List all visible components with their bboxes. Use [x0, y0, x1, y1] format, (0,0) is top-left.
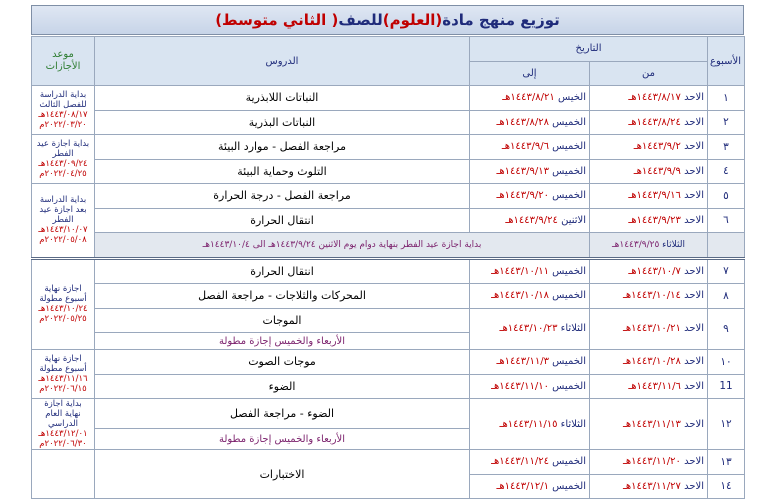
lesson: الضوء: [95, 374, 470, 399]
from-date: الاحد ١٤٤٣/١١/٦هـ: [590, 374, 708, 399]
table-row: [32, 258, 745, 284]
lesson-note: الأربعاء والخميس إجازة مطولة: [95, 429, 470, 450]
lesson: التلوث وحماية البيئة: [95, 159, 470, 184]
title-subject: (العلوم): [382, 11, 443, 29]
table-row: [32, 374, 745, 399]
week-number: ١٠: [708, 350, 745, 375]
to-date: الثلاثاء ١٤٤٣/١٠/٢٣هـ: [470, 308, 590, 350]
to-date: الخميس ١٤٤٣/١٢/١هـ: [470, 474, 590, 499]
week-number: ٢: [708, 110, 745, 135]
to-date: الثلاثاء ١٤٤٣/١١/١٥هـ: [470, 399, 590, 450]
from-date: الاحد ١٤٤٣/١٠/٧هـ: [590, 258, 708, 284]
table-row: [32, 308, 745, 333]
from-date: الاحد ١٤٤٣/٨/٢٤هـ: [590, 110, 708, 135]
from-date: الاحد ١٤٤٣/٩/١٦هـ: [590, 184, 708, 209]
week-number: ١٢: [708, 399, 745, 450]
table-row: [32, 399, 745, 429]
lesson: موجات الصوت: [95, 350, 470, 375]
vacation-note: بداية اجازة نهاية العام الدراسي ١٤٤٣/١٢/٠١هـ ٢٠٢٢/٠٦/٣٠م: [32, 399, 95, 450]
lesson: انتقال الحرارة: [95, 208, 470, 233]
from-date: الاحد ١٤٤٣/١٠/٢٨هـ: [590, 350, 708, 375]
week-number: ١٤: [708, 474, 745, 499]
lesson: الضوء - مراجعة الفصل: [95, 399, 470, 429]
title-grade: ( الثاني متوسط): [215, 11, 339, 29]
from-date: الاحد ١٤٤٣/٨/١٧هـ: [590, 86, 708, 111]
from-date: الاحد ١٤٤٣/٩/٢هـ: [590, 135, 708, 160]
lesson: انتقال الحرارة: [95, 258, 470, 284]
header-lessons: الدروس: [95, 37, 470, 86]
week-number: ١٣: [708, 450, 745, 475]
header-week: الأسبوع: [708, 37, 745, 86]
week-number: ٤: [708, 159, 745, 184]
from-date: الاحد ١٤٤٣/١٠/٢١هـ: [590, 308, 708, 350]
lesson: النباتات اللابذرية: [95, 86, 470, 111]
vacation-note: بداية الدراسة بعد اجازة عيد الفطر ١٤٤٣/١٠/٠٧هـ ٢٠٢٢/٠٥/٠٨م: [32, 184, 95, 259]
week-number: ٩: [708, 308, 745, 350]
header-date: التاريخ: [470, 37, 708, 62]
lesson: مراجعة الفصل - موارد البيئة: [95, 135, 470, 160]
table-row: [32, 350, 745, 375]
week-number: ٣: [708, 135, 745, 160]
to-date: الخيس ١٤٤٣/٨/٢١هـ: [470, 86, 590, 111]
to-date: الخميس ١٤٤٣/٩/١٣هـ: [470, 159, 590, 184]
lesson: الموجات: [95, 308, 470, 333]
to-date: الخميس ١٤٤٣/٩/٦هـ: [470, 135, 590, 160]
lesson-note: الأربعاء والخميس إجازة مطولة: [95, 333, 470, 350]
to-date: الخميس ١٤٤٣/١٠/١١هـ: [470, 258, 590, 284]
table-row: [32, 184, 745, 209]
to-date: الخميس ١٤٤٣/١١/٢٤هـ: [470, 450, 590, 475]
lesson: النباتات البذرية: [95, 110, 470, 135]
to-date: الخميس ١٤٤٣/٩/٢٠هـ: [470, 184, 590, 209]
week-number: 11: [708, 374, 745, 399]
week-number: ٧: [708, 258, 745, 284]
title-prefix: توزيع منهج مادة: [442, 11, 560, 29]
to-date: الخميس ١٤٤٣/٨/٢٨هـ: [470, 110, 590, 135]
vacation-note: بداية اجازة عيد الفطر ١٤٤٣/٠٩/٢٤هـ ٢٠٢٢/٠٤/٢٥م: [32, 135, 95, 184]
week-number: ٥: [708, 184, 745, 209]
table-row: [32, 135, 745, 160]
vacation-note: بداية الدراسة للفصل الثالث ١٤٤٣/٠٨/١٧هـ ٢٠٢٢/٠٣/٢٠م: [32, 86, 95, 135]
from-date: الاحد ١٤٤٣/١١/١٣هـ: [590, 399, 708, 450]
from-date: الاحد ١٤٤٣/٩/٢٣هـ: [590, 208, 708, 233]
eid-break-row: [32, 233, 745, 259]
vacation-note: اجازة نهاية أسبوع مطولة ١٤٤٣/١٠/٢٤هـ ٢٠٢٢/٠٥/٢٥م: [32, 258, 95, 350]
week-number: ١: [708, 86, 745, 111]
header-to: إلى: [470, 61, 590, 86]
to-date: الخميس ١٤٤٣/١١/٣هـ: [470, 350, 590, 375]
table-row: [32, 86, 745, 111]
from-date: الاحد ١٤٤٣/١١/٢٧هـ: [590, 474, 708, 499]
break-date: الثلاثاء ١٤٤٣/٩/٢٥هـ: [590, 233, 708, 259]
to-date: الاثنين ١٤٤٣/٩/٢٤هـ: [470, 208, 590, 233]
lesson: مراجعة الفصل - درجة الحرارة: [95, 184, 470, 209]
table-row: [32, 159, 745, 184]
to-date: الخميس ١٤٤٣/١١/١٠هـ: [470, 374, 590, 399]
week-number: ٦: [708, 208, 745, 233]
header-from: من: [590, 61, 708, 86]
to-date: الخميس ١٤٤٣/١٠/١٨هـ: [470, 284, 590, 309]
table-row: [32, 208, 745, 233]
lesson: الاختبارات: [95, 450, 470, 499]
table-row: [32, 110, 745, 135]
page-title: [31, 5, 744, 35]
header-row: [32, 37, 745, 62]
eid-break-text: بداية اجازة عيد الفطر بنهاية دوام يوم الاثنين ١٤٤٣/٩/٢٤هـ الى ١٤٤٣/١٠/٤هـ: [95, 233, 590, 259]
header-vacations: موعد الأجازات: [32, 37, 95, 86]
from-date: الاحد ١٤٤٣/٩/٩هـ: [590, 159, 708, 184]
week-number: ٨: [708, 284, 745, 309]
title-mid: للصف: [338, 11, 383, 29]
table-row: [32, 450, 745, 475]
vacation-note: اجازة نهاية أسبوع مطولة ١٤٤٣/١١/١٦هـ ٢٠٢٢/٠٦/١٥م: [32, 350, 95, 399]
from-date: الاحد ١٤٤٣/١٠/١٤هـ: [590, 284, 708, 309]
from-date: الاحد ١٤٤٣/١١/٢٠هـ: [590, 450, 708, 475]
table-row: [32, 284, 745, 309]
schedule-table: [31, 36, 745, 499]
lesson: المحركات والثلاجات - مراجعة الفصل: [95, 284, 470, 309]
